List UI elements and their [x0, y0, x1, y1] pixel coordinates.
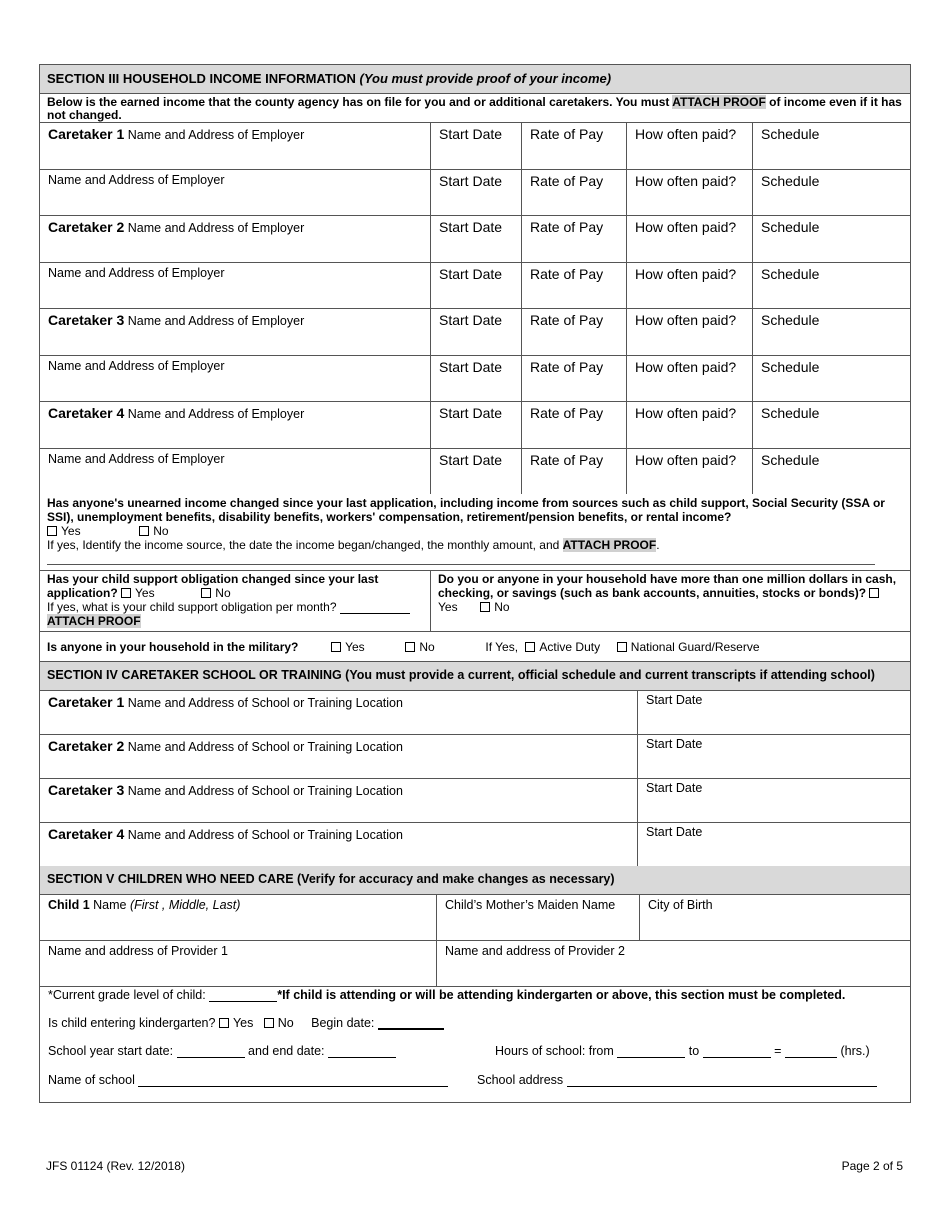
city-of-birth-field[interactable]: City of Birth [648, 898, 713, 912]
section-3-header [40, 65, 910, 94]
unearned-yes-checkbox[interactable] [47, 526, 57, 536]
employer-name-address-field[interactable]: Name and Address of Employer [40, 449, 431, 495]
schedule-field[interactable]: Schedule [761, 312, 820, 328]
unearned-answer-line[interactable] [47, 564, 875, 565]
employer-row [40, 216, 910, 263]
how-often-paid-field[interactable]: How often paid? [627, 402, 753, 448]
employer-row [40, 402, 910, 449]
military-yes-checkbox[interactable] [331, 642, 341, 652]
million-yes-checkbox[interactable] [869, 588, 879, 598]
how-often-paid-field[interactable]: How often paid? [627, 170, 753, 216]
active-duty-checkbox[interactable] [525, 642, 535, 652]
school-start-date-cell[interactable]: Start Date [646, 693, 703, 707]
how-often-paid-field[interactable]: How often paid? [627, 123, 753, 169]
school-end-date-field[interactable] [328, 1057, 396, 1058]
employer-row [40, 263, 910, 310]
employer-row [40, 170, 910, 217]
schedule-field[interactable]: Schedule [761, 405, 820, 421]
employer-name-address-field[interactable]: Caretaker 1 Name and Address of Employer [40, 123, 431, 169]
provider-1-field[interactable]: Name and address of Provider 1 [40, 941, 437, 986]
million-no-checkbox[interactable] [480, 602, 490, 612]
rate-of-pay-field[interactable]: Rate of Pay [522, 309, 627, 355]
start-date-field[interactable]: Start Date [431, 123, 522, 169]
form-id: JFS 01124 (Rev. 12/2018) [46, 1159, 185, 1173]
section-3-title: SECTION III HOUSEHOLD INCOME INFORMATION [47, 71, 356, 86]
rate-of-pay-field[interactable]: Rate of Pay [522, 449, 627, 495]
child-support-amount-field[interactable] [340, 613, 410, 614]
section-5-header: SECTION V CHILDREN WHO NEED CARE (Verify for accuracy and make changes as necessary) [40, 866, 910, 895]
caretaker-label: Caretaker 1 [48, 694, 125, 710]
grade-level-field[interactable] [209, 1001, 277, 1002]
school-row [40, 735, 910, 779]
national-guard-checkbox[interactable] [617, 642, 627, 652]
school-name-field[interactable] [138, 1086, 448, 1087]
school-details: *Current grade level of child: *If child is attending or will be attending kindergarten or above, this section must be completed. Is child entering kindergarten? Yes No Begin date: School year start date: and end date: Hours of school: from to = (hrs.) Name of school School address [40, 987, 910, 1102]
employer-name-address-field[interactable]: Name and Address of Employer [40, 170, 431, 216]
hours-from-field[interactable] [617, 1057, 685, 1058]
school-start-date-field[interactable] [177, 1057, 245, 1058]
school-location-field[interactable]: Caretaker 2 Name and Address of School or Training Location [40, 735, 638, 778]
start-date-field[interactable]: Start Date [431, 309, 522, 355]
employer-name-address-field[interactable]: Caretaker 2 Name and Address of Employer [40, 216, 431, 262]
rate-of-pay-field[interactable]: Rate of Pay [522, 170, 627, 216]
start-date-field[interactable]: Start Date [431, 170, 522, 216]
schedule-field[interactable]: Schedule [761, 219, 820, 235]
school-row [40, 779, 910, 823]
employer-name-address-field[interactable]: Caretaker 4 Name and Address of Employer [40, 402, 431, 448]
how-often-paid-field[interactable]: How often paid? [627, 356, 753, 402]
caretaker-label: Caretaker 4 [48, 405, 125, 421]
school-location-field[interactable]: Caretaker 3 Name and Address of School or Training Location [40, 779, 638, 822]
employer-row [40, 449, 910, 495]
employer-row [40, 123, 910, 170]
child-1-name-field[interactable]: Child 1 Name (First , Middle, Last) [40, 895, 437, 940]
child-support-question: Has your child support obligation changed since your last application? Yes No If yes, what is your child support obligation per month? ATTACH PROOF [40, 571, 431, 631]
section-3-intro: Below is the earned income that the county agency has on file for you and or additional caretakers. You must ATTACH PROOF of income even if it has not changed. [40, 94, 910, 123]
schedule-field[interactable]: Schedule [761, 172, 820, 189]
million-dollars-question: Do you or anyone in your household have more than one million dollars in cash, checking, or savings (such as bank accounts, annuities, stocks or bonds)? Yes No [438, 572, 897, 614]
caretaker-label: Caretaker 4 [48, 826, 125, 842]
schedule-field[interactable]: Schedule [761, 451, 820, 468]
start-date-field[interactable]: Start Date [431, 216, 522, 262]
how-often-paid-field[interactable]: How often paid? [627, 263, 753, 309]
kindergarten-yes-checkbox[interactable] [219, 1018, 229, 1028]
caretaker-label: Caretaker 2 [48, 738, 125, 754]
school-start-date-cell[interactable]: Start Date [646, 737, 703, 751]
hours-to-field[interactable] [703, 1057, 771, 1058]
kindergarten-no-checkbox[interactable] [264, 1018, 274, 1028]
rate-of-pay-field[interactable]: Rate of Pay [522, 263, 627, 309]
school-row [40, 691, 910, 735]
school-start-date-cell[interactable]: Start Date [646, 825, 703, 839]
how-often-paid-field[interactable]: How often paid? [627, 449, 753, 495]
school-row [40, 823, 910, 866]
start-date-field[interactable]: Start Date [431, 402, 522, 448]
rate-of-pay-field[interactable]: Rate of Pay [522, 216, 627, 262]
provider-2-field[interactable]: Name and address of Provider 2 [445, 944, 625, 958]
how-often-paid-field[interactable]: How often paid? [627, 309, 753, 355]
page-number: Page 2 of 5 [841, 1159, 903, 1173]
employer-name-address-field[interactable]: Name and Address of Employer [40, 263, 431, 309]
start-date-field[interactable]: Start Date [431, 356, 522, 402]
school-location-field[interactable]: Caretaker 4 Name and Address of School or Training Location [40, 823, 638, 866]
how-often-paid-field[interactable]: How often paid? [627, 216, 753, 262]
school-address-field[interactable] [567, 1086, 877, 1087]
rate-of-pay-field[interactable]: Rate of Pay [522, 123, 627, 169]
military-no-checkbox[interactable] [405, 642, 415, 652]
caretaker-label: Caretaker 1 [48, 126, 125, 142]
unearned-income-question: Has anyone's unearned income changed since your last application, including income from sources such as child support, Social Security (SSA or SSI), unemployment benefits, disability benefits, workers' compensation, retirement/pension benefits, or rental income? Yes No If yes, Identify the income source, the date the income began/changed, the monthly amount, and ATTACH PROOF. [40, 494, 910, 571]
employer-row [40, 309, 910, 356]
school-start-date-cell[interactable]: Start Date [646, 781, 703, 795]
rate-of-pay-field[interactable]: Rate of Pay [522, 402, 627, 448]
employer-name-address-field[interactable]: Caretaker 3 Name and Address of Employer [40, 309, 431, 355]
employer-row [40, 356, 910, 403]
attach-proof-highlight: ATTACH PROOF [672, 95, 766, 109]
rate-of-pay-field[interactable]: Rate of Pay [522, 356, 627, 402]
child-support-yes-checkbox[interactable] [121, 588, 131, 598]
school-location-field[interactable]: Caretaker 1 Name and Address of School or Training Location [40, 691, 638, 734]
caretaker-label: Caretaker 3 [48, 312, 125, 328]
unearned-no-checkbox[interactable] [139, 526, 149, 536]
begin-date-field[interactable] [378, 1028, 444, 1030]
caretaker-label: Caretaker 3 [48, 782, 125, 798]
schedule-field[interactable]: Schedule [761, 358, 820, 375]
income-form [39, 64, 911, 1103]
start-date-field[interactable]: Start Date [431, 449, 522, 495]
start-date-field[interactable]: Start Date [431, 263, 522, 309]
employer-name-address-field[interactable]: Name and Address of Employer [40, 356, 431, 402]
military-question: Is anyone in your household in the military? Yes No If Yes, Active Duty National Guard/Reserve [40, 632, 910, 662]
hours-total-field[interactable] [785, 1057, 837, 1058]
caretaker-label: Caretaker 2 [48, 219, 125, 235]
schedule-field[interactable]: Schedule [761, 126, 820, 142]
child-support-no-checkbox[interactable] [201, 588, 211, 598]
section-4-header: SECTION IV CARETAKER SCHOOL OR TRAINING (You must provide a current, official schedule and current transcripts if attending school) [40, 662, 910, 691]
schedule-field[interactable]: Schedule [761, 265, 820, 282]
maiden-name-field[interactable]: Child’s Mother’s Maiden Name [437, 895, 640, 940]
section-3-subtitle: (You must provide proof of your income) [359, 71, 612, 86]
